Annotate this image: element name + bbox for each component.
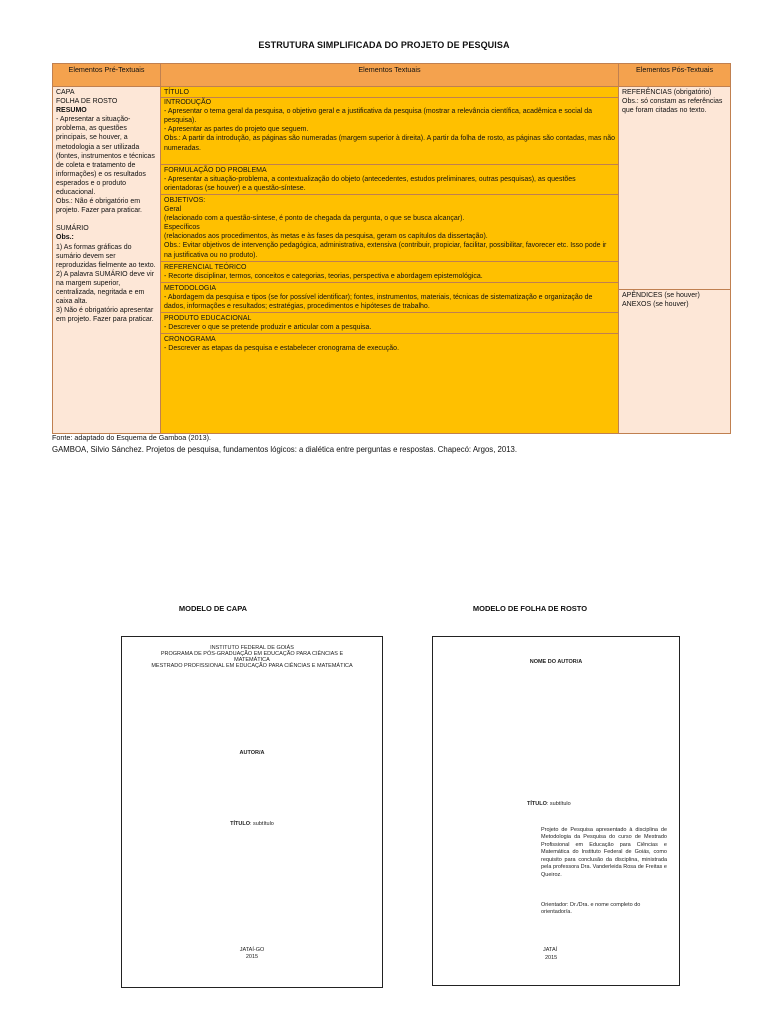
resumo-label: RESUMO: [56, 107, 87, 115]
title-page-title-label: TÍTULO: [527, 801, 547, 807]
schedule-label: CRONOGRAMA: [164, 336, 216, 344]
cover-year: 2015: [245, 954, 259, 960]
schedule-item: - Descrever as etapas da pesquisa e estabelecer cronograma de execução.: [164, 345, 400, 353]
source-note: Fonte: adaptado do Esquema de Gamboa (2013).: [52, 433, 212, 442]
section-product: [161, 313, 618, 334]
title-page-description: Projeto de Pesquisa apresentado à disciplina de Metodologia da Pesquisa do curso de Mestrado Profissional em Educação para Ciências e Matemática do Instituto Federal de Goiás, como requisito para conclusão da disciplina, ministrada pela professora Dra. Vanderleida Rosa de Freitas e Queiroz.: [541, 827, 667, 878]
method-label: METODOLOGIA: [164, 284, 216, 292]
sumario-rule-2: 2) A palavra SUMÁRIO deve vir na margem superior, centralizada, negritada e em caixa alta.: [56, 270, 155, 306]
section-problem: [161, 165, 618, 195]
title-page-title: [527, 801, 571, 807]
document-title: ESTRUTURA SIMPLIFICADA DO PROJETO DE PESQUISA: [258, 40, 510, 50]
cover-title-label: TÍTULO: [230, 821, 250, 827]
objective-specific-text: (relacionados aos procedimentos, às metas e às fases da pesquisa, geram os capítulos da dissertação).: [164, 233, 488, 241]
textual-cell: [161, 87, 619, 434]
titulo-label: TÍTULO: [161, 88, 618, 98]
sumario-label: SUMÁRIO: [56, 225, 89, 233]
section-theory: [161, 262, 618, 283]
title-page-subtitle: : subtítulo: [546, 801, 571, 807]
header-textual: Elementos Textuais: [161, 64, 619, 87]
cover-masters: MESTRADO PROFISSIONAL EM EDUCAÇÃO PARA CIÊNCIAS E MATEMÁTICA: [151, 663, 353, 669]
objective-specific-label: Específicos: [164, 224, 200, 232]
intro-item-2: - Apresentar as partes do projeto que seguem.: [164, 126, 309, 134]
source-reference: GAMBOA, Silvio Sánchez. Projetos de pesquisa, fundamentos lógicos: a dialética entre perguntas e respostas. Chapecó: Argos, 2013.: [52, 445, 518, 454]
theory-item: - Recorte disciplinar, termos, conceitos e categorias, teorias, perspectiva e abordagem epistemológica.: [164, 272, 483, 280]
annexes-label: ANEXOS (se houver): [622, 301, 689, 309]
intro-obs: Obs.: A partir da introdução, as páginas são numeradas (margem superior à direita). A partir da folha de rosto, as páginas são contadas, mas não numeradas.: [164, 135, 615, 152]
section-method: [161, 283, 618, 313]
title-page-model: [432, 636, 680, 986]
section-schedule: [161, 334, 618, 354]
table-header-row: [53, 64, 731, 87]
references-label: REFERÊNCIAS (obrigatório): [622, 89, 712, 96]
post-textual-appendix-cell: [619, 290, 731, 434]
cover-page-model: [121, 636, 383, 988]
resumo-text: - Apresentar a situação-problema, as questões principais, se houver, a metodologia a ser utilizada (fontes, instrumentos e técnicas de coleta e tratamento de informações) e os resultados esperados e o produto educacional.: [56, 116, 155, 197]
objectives-obs: Obs.: Evitar objetivos de intervenção pedagógica, administrativa, extensiva (contribuir, propiciar, facilitar, possibilitar, favorecer etc. Isso pode ir na justificativa ou no produto).: [164, 242, 607, 259]
capa-label: CAPA: [56, 89, 75, 96]
cover-author: AUTOR/A: [239, 750, 265, 756]
header-pre-textual: Elementos Pré-Textuais: [53, 64, 161, 87]
cover-subtitle: : subtítulo: [250, 821, 274, 827]
theory-label: REFERENCIAL TEÓRICO: [164, 263, 247, 271]
references-obs: Obs.: só constam as referências que foram citadas no texto.: [622, 98, 723, 115]
objectives-label: OBJETIVOS:: [164, 196, 206, 204]
product-label: PRODUTO EDUCACIONAL: [164, 315, 252, 323]
sumario-rule-3: 3) Não é obrigatório apresentar em projeto. Fazer para praticar.: [56, 307, 154, 324]
cover-institution: INSTITUTO FEDERAL DE GOIÁS: [210, 645, 294, 651]
title-page-advisor: Orientador: Dr./Dra. e nome completo do orientador/a.: [541, 902, 641, 916]
intro-label: INTRODUÇÃO: [164, 99, 212, 107]
resumo-obs: Obs.: Não é obrigatório em projeto. Fazer para praticar.: [56, 198, 142, 215]
title-page-model-label: MODELO DE FOLHA DE ROSTO: [472, 604, 588, 613]
title-page-city: JATAÍ: [543, 947, 558, 953]
cover-title: [122, 821, 382, 827]
section-objectives: [161, 195, 618, 262]
pre-textual-cell: [53, 87, 161, 434]
intro-item-1: - Apresentar o tema geral da pesquisa, o objetivo geral e a justificativa da pesquisa (mostrar a relevância científica, acadêmica e social da pesquisa).: [164, 108, 593, 125]
problem-label: FORMULAÇÃO DO PROBLEMA: [164, 166, 267, 174]
post-textual-references-cell: [619, 87, 731, 290]
title-page-year: 2015: [545, 955, 558, 961]
obs-label: Obs.:: [56, 234, 74, 242]
section-intro: [161, 87, 618, 165]
header-post-textual: Elementos Pós-Textuais: [619, 64, 731, 87]
title-page-author: NOME DO AUTOR/A: [529, 659, 583, 665]
problem-item: - Apresentar a situação-problema, a contextualização do objeto (antecedentes, estudos preliminares, outras pesquisas), as questões orientadoras (se houver) e a questão-síntese.: [164, 175, 576, 192]
folha-rosto-label: FOLHA DE ROSTO: [56, 98, 118, 106]
objective-general-text: (relacionado com a questão-síntese, é ponto de chegada da pergunta, o que se busca alcançar).: [164, 215, 465, 223]
appendices-label: APÊNDICES (se houver): [622, 292, 700, 299]
cover-program: PROGRAMA DE PÓS-GRADUAÇÃO EM EDUCAÇÃO PARA CIÊNCIAS E MATEMÁTICA: [160, 651, 344, 663]
cover-model-label: MODELO DE CAPA: [178, 604, 248, 613]
cover-city: JATAÍ-GO: [239, 947, 265, 953]
product-item: - Descrever o que se pretende produzir e articular com a pesquisa.: [164, 324, 372, 332]
structure-table: [52, 63, 731, 434]
sumario-rule-1: 1) As formas gráficas do sumário devem ser reproduzidas fielmente ao texto.: [56, 243, 156, 269]
objective-general-label: Geral: [164, 206, 182, 214]
method-item: - Abordagem da pesquisa e tipos (se for possível identificar); fontes, instrumentos, materiais, técnicas de sistematização e organização de dados, informações e resultados; estratégias, procedimentos e hipóteses de trabalho.: [164, 293, 593, 310]
